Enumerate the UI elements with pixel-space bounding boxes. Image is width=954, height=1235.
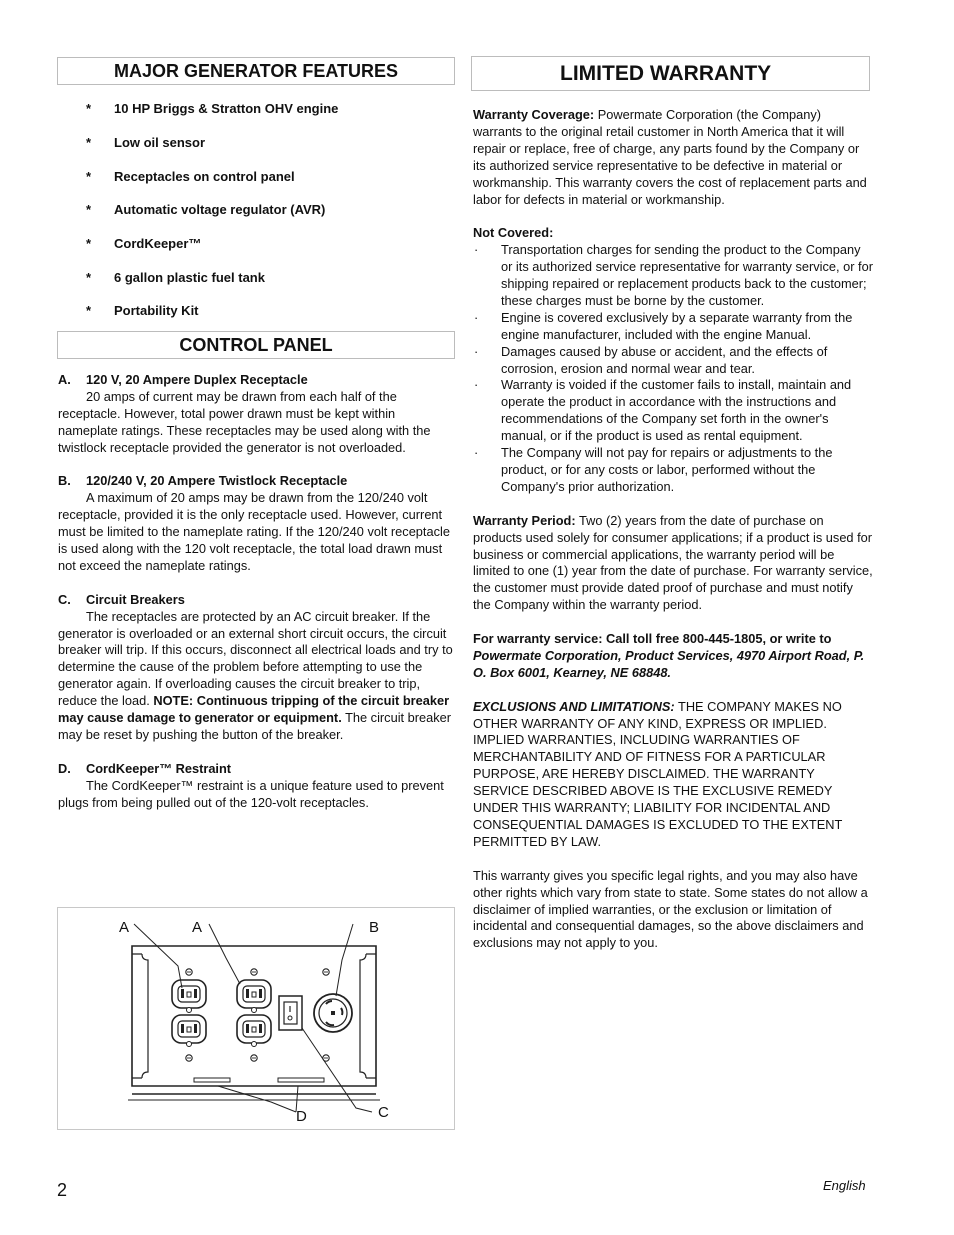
section-c-heading (58, 592, 458, 609)
feature-item (86, 101, 446, 119)
feature-bullet: * (86, 169, 92, 184)
exclusions-text: THE COMPANY MAKES NO OTHER WARRANTY OF ANY KIND, EXPRESS OR IMPLIED. IMPLIED WARRANTIES, INCLUDING WARRANTIES OF MERCHANTABILITY AND OF FITNESS FOR A PARTICULAR PURPOSE, ARE HEREBY DISCLAIMED. THE WARRANTY SERVICE DESCRIBED ABOVE IS THE EXCLUSIVE REMEDY UNDER THIS WARRANTY; LIABILITY FOR INCIDENTAL AND CONSEQUENTIAL DAMAGES IS EXCLUDED TO THE EXTENT PERMITTED BY LAW. (473, 698, 843, 849)
feature-bullet: * (86, 101, 92, 116)
warranty-rights: This warranty gives you specific legal rights, and you may also have other rights which vary from state to state. Some states do not allow a disclaimer of implied warranties, or the exclusion or limitation of incidental and consequential damages, so the above disclaimers and exclusions may not apply to you. (473, 867, 868, 951)
feature-text: Portability Kit (114, 303, 199, 318)
feature-bullet: * (86, 236, 92, 251)
feature-bullet: * (86, 270, 92, 285)
not-covered-list (473, 242, 873, 496)
feature-item (86, 169, 446, 187)
section-letter: C. (58, 591, 71, 607)
section-d-body: The CordKeeper™ restraint is a unique feature used to prevent plugs from being pulled out of the 120-volt receptacles. (58, 777, 444, 810)
figure-label-b: B (369, 919, 380, 936)
not-covered-label (473, 225, 873, 242)
warranty-body (473, 107, 873, 969)
feature-item (86, 270, 446, 288)
feature-item (86, 202, 446, 220)
figure-label-a2: A (192, 919, 203, 936)
section-b-heading (58, 473, 458, 490)
control-panel-sections (58, 372, 458, 828)
list-item (473, 445, 873, 496)
feature-bullet: * (86, 202, 92, 217)
coverage-text: Powermate Corporation (the Company) warrants to the original retail customer in North America that it will repair or replace, free of charge, any parts found by the Company or its authorized service representative to be defective in material or workmanship. This warranty covers the cost of replacement parts and labor for defects in material or workmanship. (473, 107, 867, 207)
list-item-text: Warranty is voided if the customer fails to install, maintain and operate the product in accordance with the instructions and recommendations of the Company set forth in the owner's manual, or if the product is used as rental equipment. (501, 377, 852, 444)
features-heading: MAJOR GENERATOR FEATURES (57, 57, 455, 85)
control-panel-heading: CONTROL PANEL (57, 331, 455, 359)
section-c-text: The receptacles are protected by an AC circuit breaker. If the generator is overloaded or an external short circuit occurs, the circuit breaker will trip. If this occurs, disconnect all electrical loads and try to determine the cause of the problem before attempting to use the generator again. If overloading causes the circuit breaker to trip, reduce the load. (58, 608, 453, 709)
section-title: CordKeeper™ Restraint (86, 760, 232, 776)
section-d-heading (58, 761, 458, 778)
section-a-heading (58, 372, 458, 389)
section-title: Circuit Breakers (86, 591, 185, 607)
coverage-label: Warranty Coverage: (473, 107, 595, 122)
list-item-text: Engine is covered exclusively by a separate warranty from the engine manufacturer, included with the engine Manual. (501, 309, 853, 342)
list-item (473, 344, 873, 378)
section-title: 120 V, 20 Ampere Duplex Receptacle (86, 372, 308, 387)
list-bullet: · (474, 242, 479, 258)
list-item (473, 242, 873, 310)
period-label: Warranty Period: (473, 512, 576, 528)
figure-label-d: D (296, 1108, 307, 1125)
feature-item (86, 135, 446, 153)
control-panel-diagram (58, 908, 456, 1131)
section-letter: A. (58, 372, 71, 387)
section-c-body (58, 609, 458, 744)
section-c-reset-text: The circuit breaker may be reset by pushing the button of the breaker. (58, 710, 452, 742)
section-letter: B. (58, 473, 71, 489)
feature-text: 10 HP Briggs & Stratton OHV engine (114, 101, 339, 116)
feature-bullet: * (86, 135, 92, 150)
list-bullet: · (474, 377, 479, 393)
feature-text: Receptacles on control panel (114, 169, 295, 184)
warranty-exclusions (473, 699, 873, 851)
not-covered-title: Not Covered: (473, 225, 554, 241)
feature-bullet: * (86, 303, 92, 318)
section-letter: D. (58, 760, 71, 776)
service-address: Powermate Corporation, Product Services, 4970 Airport Road, P. O. Box 6001, Kearney, NE 68848. (473, 647, 865, 680)
list-bullet: · (474, 343, 479, 359)
language-label: English (823, 1178, 866, 1193)
list-item-text: Damages caused by abuse or accident, and the effects of corrosion, erosion and normal wear and tear. (501, 343, 828, 376)
feature-text: Automatic voltage regulator (AVR) (114, 202, 326, 217)
feature-text: CordKeeper™ (114, 236, 202, 251)
period-text: Two (2) years from the date of purchase on products used solely for consumer applications; if a product is used for business or commercial applications, the warranty period will be limited to one (1) year from the date of purchase. For warranty service, the customer must provide dated proof of purchase and must notify the Company within the warranty period. (473, 512, 873, 613)
section-c-note: NOTE: Continuous tripping of the circuit breaker may cause damage to generator or equipment. (58, 693, 450, 726)
figure-label-a1: A (119, 919, 130, 936)
figure-label-c: C (378, 1104, 389, 1121)
section-title: 120/240 V, 20 Ampere Twistlock Receptacle (86, 473, 348, 489)
control-panel-figure (57, 907, 455, 1130)
list-bullet: · (474, 445, 479, 461)
warranty-coverage (473, 107, 873, 208)
list-item (473, 377, 873, 445)
warranty-heading: LIMITED WARRANTY (471, 56, 870, 91)
list-item-text: Transportation charges for sending the product to the Company or its authorized service representative for warranty service, or for shipping repaired or replacement products back to the customer; these charges must be borne by the customer. (501, 242, 873, 308)
list-item-text: The Company will not pay for repairs or adjustments to the product, or for any costs or labor, performed without the Company's prior authorization. (501, 445, 833, 494)
warranty-service (473, 631, 873, 682)
list-item (473, 310, 873, 344)
feature-text: 6 gallon plastic fuel tank (114, 270, 265, 285)
feature-item (86, 303, 446, 321)
service-text: For warranty service: Call toll free 800-445-1805, or write to (473, 631, 832, 647)
feature-text: Low oil sensor (114, 135, 206, 150)
section-a-body: 20 amps of current may be drawn from each half of the receptacle. However, total power drawn must be kept within nameplate ratings. These receptacles may be used along with the twistlock receptacle provided the generator is not overloaded. (58, 388, 431, 455)
page-number: 2 (57, 1180, 68, 1200)
exclusions-label: EXCLUSIONS AND LIMITATIONS: (473, 698, 675, 714)
feature-item (86, 236, 446, 254)
warranty-period (473, 513, 873, 614)
section-b-body: A maximum of 20 amps may be drawn from the 120/240 volt receptacle, provided it is the only receptacle used. However, current must be limited to the nameplate rating. If the 120/240 volt receptacle is used along with the 120 volt receptacle, the total load drawn must not exceed the nameplate ratings. (58, 490, 450, 573)
list-bullet: · (474, 309, 479, 325)
